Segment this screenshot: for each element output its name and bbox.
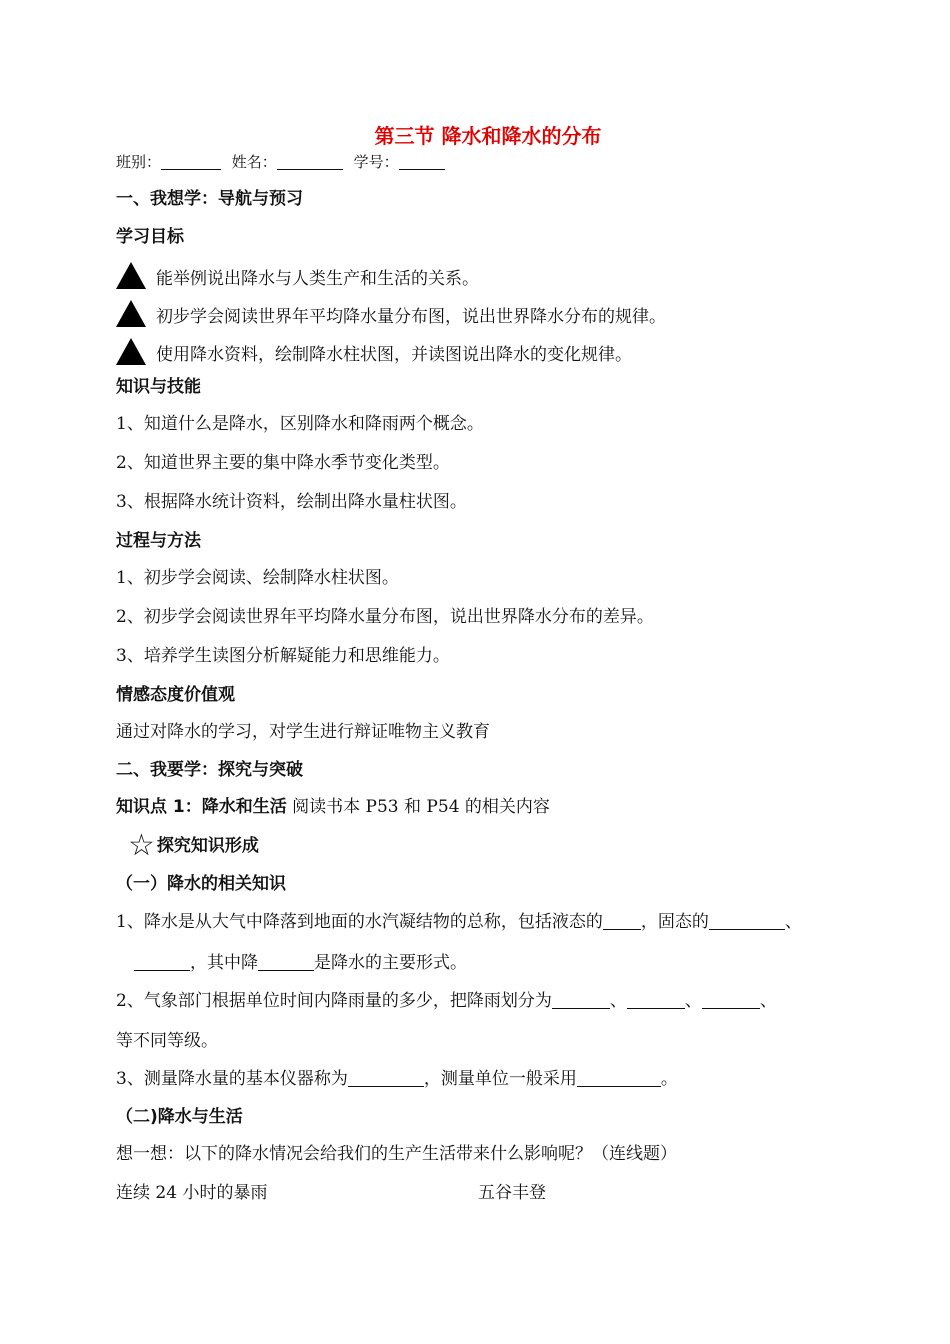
class-blank[interactable] xyxy=(161,153,221,170)
think-prompt: 想一想：以下的降水情况会给我们的生产生活带来什么影响呢？（连线题） xyxy=(116,1144,677,1164)
match-right-item[interactable]: 五谷丰登 xyxy=(478,1183,546,1203)
triangle-bullet-icon xyxy=(116,338,146,365)
class-label: 班别： xyxy=(116,153,162,171)
goals-heading: 学习目标 xyxy=(116,227,184,247)
id-blank[interactable] xyxy=(399,153,445,170)
triangle-bullet-icon xyxy=(116,262,146,289)
knowledge-point-1: 知识点 1：降水和生活 阅读书本 P53 和 P54 的相关内容 xyxy=(116,797,550,817)
answer-blank[interactable] xyxy=(258,954,314,971)
process-heading: 过程与方法 xyxy=(116,531,201,551)
answer-blank[interactable] xyxy=(577,1070,661,1087)
subsection-2-heading: （二)降水与生活 xyxy=(116,1107,243,1127)
process-item: 1、初步学会阅读、绘制降水柱状图。 xyxy=(116,568,399,588)
process-item: 2、初步学会阅读世界年平均降水量分布图，说出世界降水分布的差异。 xyxy=(116,607,654,627)
answer-blank[interactable] xyxy=(552,992,610,1009)
name-label: 姓名： xyxy=(231,153,277,171)
star-icon: ☆ xyxy=(128,828,155,863)
answer-blank[interactable] xyxy=(603,913,641,930)
process-item: 3、培养学生读图分析解疑能力和思维能力。 xyxy=(116,646,450,666)
answer-blank[interactable] xyxy=(702,992,760,1009)
question-1-line-2: ，其中降 是降水的主要形式。 xyxy=(134,952,467,974)
name-blank[interactable] xyxy=(277,153,343,170)
answer-blank[interactable] xyxy=(134,954,190,971)
answer-blank[interactable] xyxy=(627,992,685,1009)
question-2-line-2: 等不同等级。 xyxy=(116,1031,218,1051)
section1-heading: 一、我想学：导航与预习 xyxy=(116,189,303,209)
goal-item: 初步学会阅读世界年平均降水量分布图，说出世界降水分布的规律。 xyxy=(116,300,666,328)
goal-item: 使用降水资料，绘制降水柱状图，并读图说出降水的变化规律。 xyxy=(116,338,632,366)
student-info-line xyxy=(116,151,445,173)
explore-heading: ☆ 探究知识形成 xyxy=(128,828,259,863)
subsection-1-heading: （一）降水的相关知识 xyxy=(116,874,286,894)
triangle-bullet-icon xyxy=(116,300,146,327)
question-1-line-1: 1、降水是从大气中降落到地面的水汽凝结物的总称，包括液态的 ，固态的 、 xyxy=(116,912,802,932)
knowledge-item: 3、根据降水统计资料，绘制出降水量柱状图。 xyxy=(116,492,467,512)
goal-item: 能举例说出降水与人类生产和生活的关系。 xyxy=(116,262,479,290)
knowledge-item: 1、知道什么是降水，区别降水和降雨两个概念。 xyxy=(116,414,484,434)
attitude-heading: 情感态度价值观 xyxy=(116,685,235,705)
knowledge-item: 2、知道世界主要的集中降水季节变化类型。 xyxy=(116,453,450,473)
answer-blank[interactable] xyxy=(709,913,785,930)
attitude-text: 通过对降水的学习，对学生进行辩证唯物主义教育 xyxy=(116,722,490,742)
knowledge-heading: 知识与技能 xyxy=(116,377,201,397)
page-title: 第三节 降水和降水的分布 xyxy=(374,124,602,148)
question-2-line-1: 2、气象部门根据单位时间内降雨量的多少，把降雨划分为 、 、 、 xyxy=(116,991,777,1011)
answer-blank[interactable] xyxy=(348,1070,424,1087)
question-3: 3、测量降水量的基本仪器称为 ，测量单位一般采用 。 xyxy=(116,1069,678,1089)
section2-heading: 二、我要学：探究与突破 xyxy=(116,760,303,780)
match-left-item[interactable]: 连续 24 小时的暴雨 xyxy=(116,1183,268,1203)
id-label: 学号： xyxy=(353,153,399,171)
